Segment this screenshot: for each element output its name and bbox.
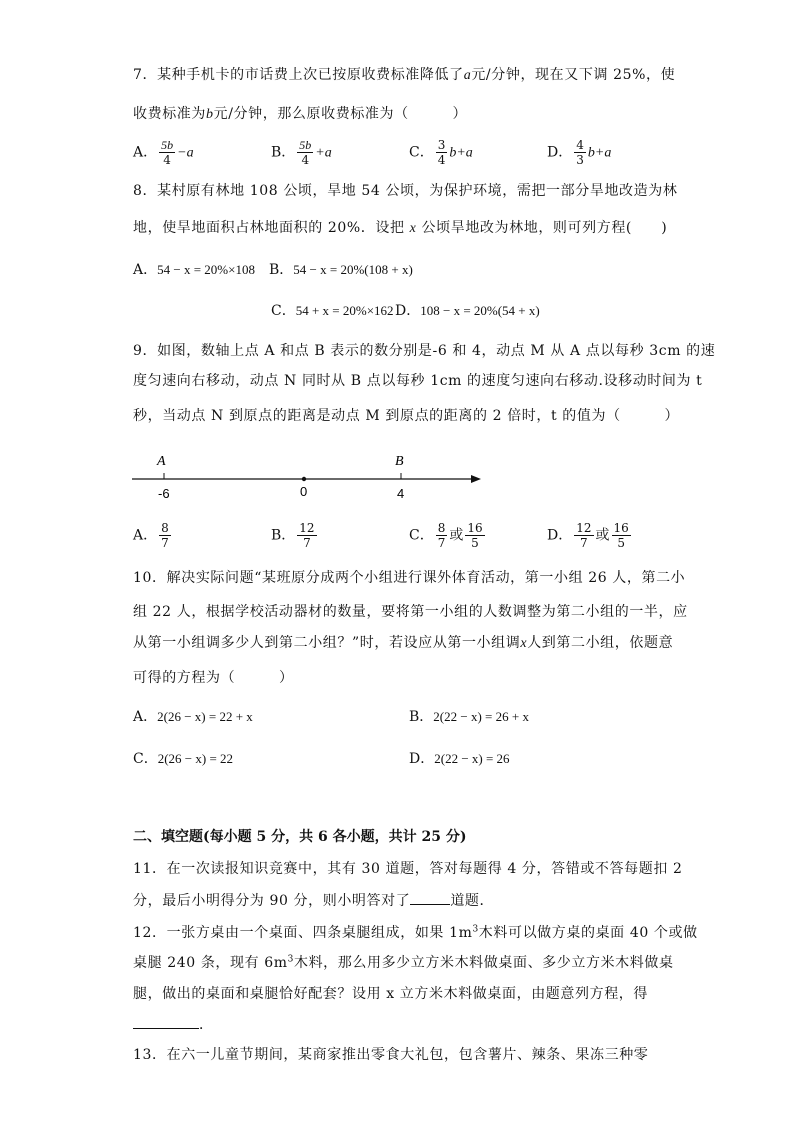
q9-option-a [133,521,173,550]
option-label: D． [547,144,573,161]
frac-num: 12 [576,521,592,535]
option-equation: 54 − x = 20%×108 [157,262,255,277]
q8-line2 [133,217,667,237]
option-tail: b+a [587,145,612,161]
label-b: B [395,454,404,469]
origin-dot [302,477,306,481]
frac-num: 16 [467,521,483,535]
option-label: C． [409,144,434,161]
tick-label-a: -6 [158,486,170,501]
option-equation: 2(22 − x) = 26 [434,751,510,766]
q7-option-b [271,138,332,167]
q12-text: 木料可以做方桌的桌面 40 个或做 [478,925,698,941]
frac-den: 4 [301,153,310,167]
fraction [159,521,171,550]
q10-option-c [133,748,233,768]
option-tail: +a [315,145,332,161]
frac-den: 3 [576,153,584,167]
frac-den: 5 [471,536,479,550]
frac-den: 5 [617,536,625,550]
option-label: A． [133,262,158,278]
q12-text: 桌腿 240 条，现有 6m [133,955,288,971]
option-label: A． [133,709,158,725]
q8-option-d [395,300,540,320]
q9-option-c [409,521,487,550]
option-label: C． [271,303,296,319]
answer-blank[interactable] [133,1028,199,1029]
var-a: a [463,68,472,83]
section-title: 二、填空题(每小题 5 分，共 6 各小题，共计 25 分) [133,829,467,845]
q9-line3: 秒，当动点 N 到原点的距离是动点 M 到原点的距离的 2 倍时，t 的值为（ ） [133,408,680,424]
frac-den: 7 [437,536,446,550]
option-tail: b+a [449,145,473,161]
frac-num: 16 [613,521,629,535]
or-text: 或 [595,527,610,544]
or-text: 或 [449,527,464,544]
q10-line4: 可得的方程为（ ） [133,670,294,686]
option-label: B． [271,144,296,161]
q7-text: 7．某种手机卡的市话费上次已按原收费标准降低了 [133,67,464,83]
q13-line1: 13．在六一儿童节期间，某商家推出零食大礼包，包含薯片、辣条、果冻三种零 [133,1047,649,1063]
q8-option-a [133,259,255,279]
q8-line1: 8．某村原有林地 108 公顷，旱地 54 公顷，为保护环境，需把一部分旱地改造为林 [133,183,678,199]
var-b: b [206,107,214,122]
var-x: x [520,636,528,651]
tick-label-origin: 0 [300,484,308,499]
frac-num: 5b [299,138,312,152]
superscript: 3 [472,924,479,935]
q10-line3 [133,632,673,652]
fraction [297,138,313,167]
fraction [159,138,175,167]
option-label: B． [271,527,296,544]
tick-label-b: 4 [397,486,405,501]
number-line [125,445,495,505]
label-a: A [157,454,166,469]
option-equation: 2(26 − x) = 22 [157,751,234,766]
option-label: B． [269,262,294,278]
q10-option-a [133,706,253,726]
q7-text: 元/分钟，现在又下调 25%，使 [471,67,676,83]
fraction [436,521,448,550]
option-label: A． [133,144,158,161]
q11-line1: 11．在一次读报知识竞赛中，其有 30 道题，答对每题得 4 分，答错或不答每题扣 2 [133,861,683,877]
q10-text: 人到第二小组，依题意 [527,635,674,651]
frac-num: 12 [299,521,315,535]
frac-den: 4 [437,153,446,167]
option-equation: 54 − x = 20%(108 + x) [293,262,413,277]
q7-line2 [133,103,467,123]
q10-text: 从第一小组调多少人到第二小组？”时，若设应从第一小组调 [133,635,521,651]
q7-option-a [133,138,194,167]
option-label: D． [395,303,421,319]
option-equation: 108 − x = 20%(54 + x) [420,303,540,318]
q7-option-d [547,138,611,167]
frac-den: 7 [303,536,311,550]
q12-line2 [133,952,674,972]
q12-text: ． [199,1017,214,1033]
q7-line1 [133,64,675,84]
option-label: A． [133,527,158,544]
q8-text: 地，使旱地面积占林地面积的 20%．设把 [133,220,405,236]
q12-line3: 腿，做出的桌面和桌腿恰好配套？设用 x 立方米木料做桌面，由题意列方程，得 [133,986,648,1002]
q7-text: 收费标准为 [133,106,206,122]
q7-text: 元/分钟，那么原收费标准为（ ） [213,106,468,122]
frac-num: 8 [437,521,446,535]
q12-line1 [133,922,698,942]
frac-num: 4 [576,138,584,152]
option-equation: 2(22 − x) = 26 + x [433,709,529,724]
fraction [612,521,631,550]
q9-line1: 9．如图，数轴上点 A 和点 B 表示的数分别是-6 和 4，动点 M 从 A 点以每秒 3cm 的速 [133,343,716,359]
q12-text: 木料，那么用多少立方米木料做桌面、多少立方米木料做桌 [293,955,674,971]
q7-option-c [409,138,473,167]
q8-text: 公顷旱地改为林地，则可列方程( ) [421,220,668,236]
q11-line2 [133,890,494,910]
answer-blank[interactable] [410,904,450,905]
q9-option-b [271,521,319,550]
q12-text: 12．一张方桌由一个桌面、四条桌腿组成，如果 1m [133,925,473,941]
q11-text: 道题． [450,893,495,909]
option-label: D． [409,751,435,767]
fraction [465,521,484,550]
frac-num: 5b [161,138,174,152]
q10-line1: 10．解决实际问题“某班原分成两个小组进行课外体育活动，第一小组 26 人，第二小 [133,570,686,586]
q10-option-d [409,748,510,768]
q9-option-d [547,521,633,550]
fraction [574,521,593,550]
q10-line2: 组 22 人，根据学校活动器材的数量，要将第一小组的人数调整为第二小组的一半，应 [133,604,688,620]
frac-den: 7 [161,536,169,550]
option-label: C． [133,751,158,767]
q11-text: 分，最后小明得分为 90 分，则小明答对了 [133,893,411,909]
option-label: D． [547,527,573,544]
frac-den: 7 [580,536,588,550]
option-equation: 54 + x = 20%×162 [295,303,394,318]
option-tail: −a [177,145,194,161]
q8-option-b [269,259,413,279]
arrow-right-icon [471,475,481,483]
option-label: B． [409,709,434,725]
superscript: 3 [287,954,294,965]
q12-line4 [133,1014,214,1034]
frac-den: 4 [163,153,171,167]
frac-num: 3 [437,138,446,152]
fraction [436,138,448,167]
fraction [574,138,586,167]
q10-option-b [409,706,529,726]
q9-line2: 度匀速向右移动，动点 N 同时从 B 点以每秒 1cm 的速度匀速向右移动.设移动时间为 t [133,373,703,389]
option-equation: 2(26 − x) = 22 + x [157,709,253,724]
frac-num: 8 [161,521,169,535]
var-x: x [409,221,417,236]
fraction [297,521,316,550]
q8-option-c [271,300,394,320]
option-label: C． [409,527,434,544]
